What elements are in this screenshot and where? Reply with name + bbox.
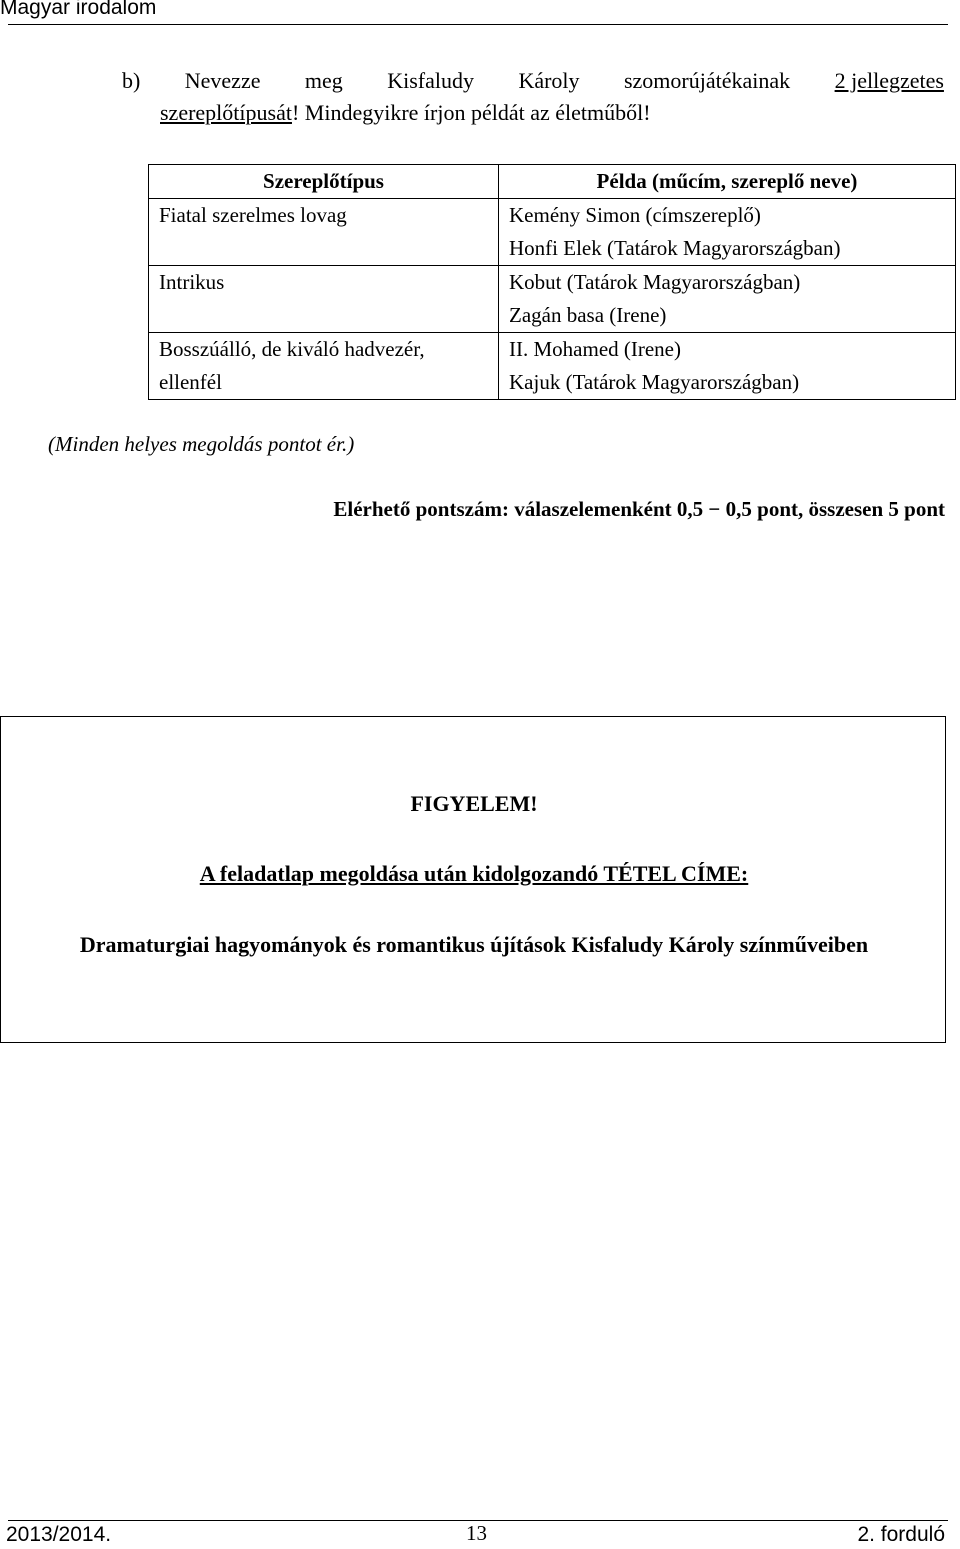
example-line: Kobut (Tatárok Magyarországban) (509, 270, 801, 294)
question-word: b) (122, 68, 141, 93)
answer-table (148, 164, 956, 400)
table-cell-examples (499, 199, 956, 266)
table-row (149, 333, 956, 400)
table-row (149, 199, 956, 266)
question-word-underlined: 2 jellegzetes (834, 68, 944, 93)
question-word: Nevezze (184, 68, 261, 93)
attention-subtitle (1, 861, 947, 887)
table-header-example: Példa (műcím, szereplő neve) (499, 165, 956, 199)
question-word: Kisfaludy (387, 68, 475, 93)
attention-topic: Dramaturgiai hagyományok és romantikus újítások Kisfaludy Károly színműveiben (79, 932, 869, 957)
question-word: meg (304, 68, 343, 93)
question-word: Károly (518, 68, 580, 93)
footer-year: 2013/2014. (6, 1523, 112, 1546)
table-cell-examples (499, 266, 956, 333)
question-line-1 (122, 68, 944, 94)
table-header-row (149, 165, 956, 199)
table-header-type: Szereplőtípus (149, 165, 499, 199)
question-word: szomorújátékainak (623, 68, 791, 93)
question-underlined-term: szereplőtípusát (160, 100, 292, 125)
example-line: Kajuk (Tatárok Magyarországban) (509, 370, 800, 394)
page-number: 13 (466, 1521, 487, 1545)
table-cell-examples (499, 333, 956, 400)
question-line-2 (160, 100, 944, 126)
points-summary: Elérhető pontszám: válaszelemenként 0,5 − 0,5 pont, összesen 5 pont (333, 497, 945, 521)
table-cell-type: Bosszúálló, de kiváló hadvezér, ellenfél (149, 333, 499, 400)
footer-round: 2. forduló (857, 1523, 945, 1546)
example-line: Zagán basa (Irene) (509, 303, 667, 327)
attention-heading: FIGYELEM! (410, 791, 538, 816)
header-divider (8, 24, 948, 25)
table-row (149, 266, 956, 333)
example-line: II. Mohamed (Irene) (509, 337, 681, 361)
example-line: Honfi Elek (Tatárok Magyarországban) (509, 236, 841, 260)
attention-subtitle-text: A feladatlap megoldása után kidolgozandó TÉTEL CÍME: (199, 861, 749, 886)
scoring-note: (Minden helyes megoldás pontot ér.) (48, 432, 355, 456)
question-rest: ! Mindegyikre írjon példát az életműből! (291, 100, 651, 125)
header-title: Magyar irodalom (0, 0, 157, 19)
table-cell-type: Fiatal szerelmes lovag (149, 199, 499, 266)
attention-box (0, 716, 946, 1043)
example-line: Kemény Simon (címszereplő) (509, 203, 761, 227)
table-cell-type: Intrikus (149, 266, 499, 333)
